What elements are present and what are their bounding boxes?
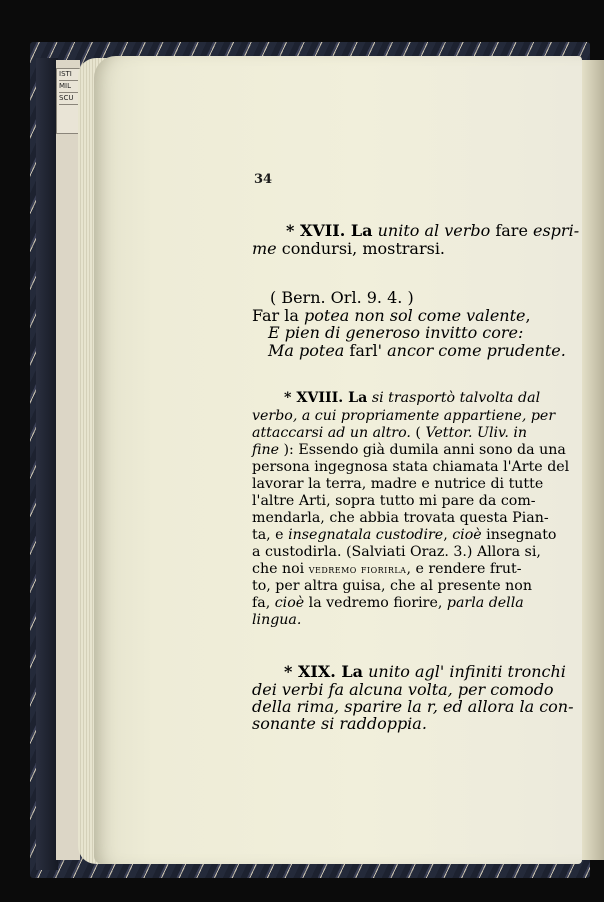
quote-line-2: E pien di generoso invitto core: [268, 323, 524, 342]
text-line: l'altre Arti, sopra tutto mi pare da com- [252, 493, 536, 509]
text-line: fine ): Essendo già dumila anni sono da una [252, 442, 566, 458]
text-line: lingua. [252, 612, 302, 628]
page-ribbon [56, 60, 80, 860]
text-line: mendarla, che abbia trovata questa Pian- [252, 510, 549, 526]
text-line: fa, cioè la vedremo fiorire, parla della [252, 595, 524, 611]
spine-label-line-2: MIL [59, 81, 83, 93]
text-line: sonante si raddoppia. [252, 714, 427, 733]
text-line: persona ingegnosa stata chiamata l'Arte del [252, 459, 570, 475]
page-number: 34 [254, 172, 273, 187]
book-spine [36, 58, 58, 870]
text-line: * XVII. La unito al verbo fare espri- [286, 221, 580, 240]
quote-line-1: Far la potea non sol come valente, [252, 306, 531, 325]
text-line: attaccarsi ad un altro. ( Vettor. Uliv. in [252, 425, 528, 441]
spine-label-line-1: ISTI [59, 69, 83, 81]
text-line: me condursi, mostrarsi. [252, 239, 446, 258]
text-line: a custodirla. (Salviati Oraz. 3.) Allora si, [252, 544, 541, 560]
text-line: lavorar la terra, madre e nutrice di tutte [252, 476, 544, 492]
quote-source: ( Bern. Orl. 9. 4. ) [270, 288, 414, 307]
text-line: verbo, a cui propriamente appartiene, per [252, 408, 556, 424]
text-line: to, per altra guisa, che al presente non [252, 578, 532, 594]
text-line: della rima, sparire la r, ed allora la con- [252, 697, 574, 716]
text-line: che noi vedremo fiorirla, e rendere frut- [252, 561, 522, 577]
quote-line-3: Ma potea farl' ancor come prudente. [268, 341, 566, 360]
text-line: * XIX. La unito agl' infiniti tronchi [284, 662, 566, 681]
page-right-edge [582, 60, 604, 860]
text-line: * XVIII. La si trasportò talvolta dal [284, 390, 541, 406]
text-line: ta, e insegnatala custodire, cioè insegnato [252, 527, 557, 543]
text-line: dei verbi fa alcuna volta, per comodo [252, 680, 554, 699]
spine-label-line-3: SCU [59, 93, 83, 105]
